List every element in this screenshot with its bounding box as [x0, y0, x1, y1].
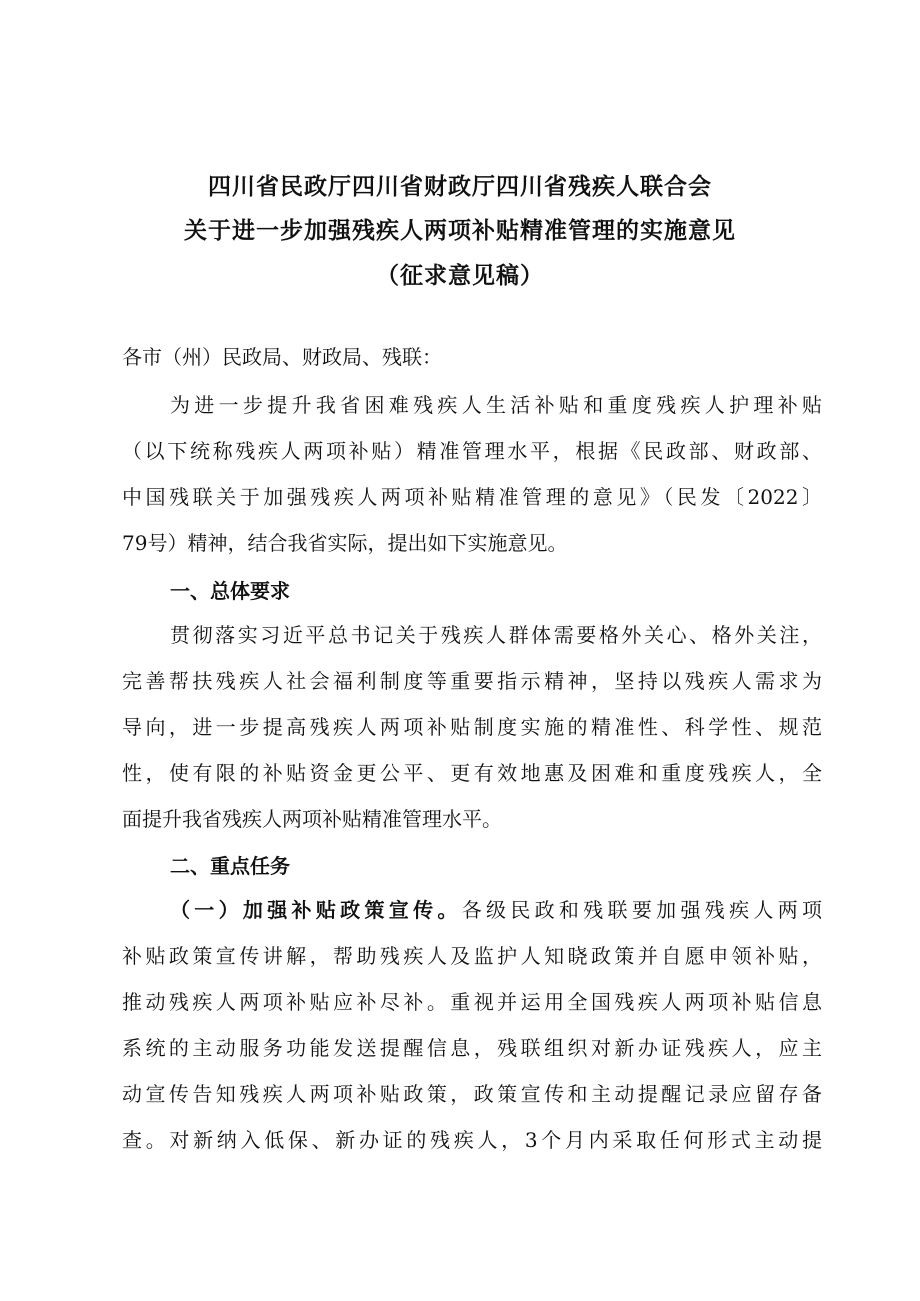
section1-line: 完善帮扶残疾人社会福利制度等重要指示精神，坚持以残疾人需求为 [122, 669, 822, 693]
item1-line: 推动残疾人两项补贴应补尽补。重视并运用全国残疾人两项补贴信息 [122, 990, 822, 1014]
section1-line: 导向，进一步提高残疾人两项补贴制度实施的精准性、科学性、规范 [122, 715, 822, 739]
title-line-2: 关于进一步加强残疾人两项补贴精准管理的实施意见 [184, 218, 736, 244]
item1-line: 系统的主动服务功能发送提醒信息，残联组织对新办证残疾人，应主 [122, 1036, 822, 1060]
title-line-3: （征求意见稿） [376, 263, 544, 289]
intro-line: 为进一步提升我省困难残疾人生活补贴和重度残疾人护理补贴 [170, 393, 822, 417]
item1-line: 动宣传告知残疾人两项补贴政策，政策宣传和主动提醒记录应留存备 [122, 1082, 822, 1106]
salutation: 各市（州）民政局、财政局、残联： [122, 345, 442, 369]
intro-line: 79号）精神，结合我省实际，提出如下实施意见。 [122, 531, 568, 555]
section1-line: 面提升我省残疾人两项补贴精准管理水平。 [122, 807, 502, 831]
item1-first-rest: 各级民政和残联要加强残疾人两项 [461, 898, 823, 922]
title-line-1: 四川省民政厅四川省财政厅四川省残疾人联合会 [208, 174, 712, 200]
section-heading-tasks: 二、重点任务 [170, 854, 290, 878]
item1-line: 补贴政策宣传讲解，帮助残疾人及监护人知晓政策并自愿申领补贴， [122, 944, 822, 968]
item1-first-line [170, 895, 822, 925]
section1-line: 性，使有限的补贴资金更公平、更有效地惠及困难和重度残疾人，全 [122, 761, 822, 785]
section1-line: 贯彻落实习近平总书记关于残疾人群体需要格外关心、格外关注， [170, 623, 822, 647]
item1-line: 查。对新纳入低保、新办证的残疾人，3个月内采取任何形式主动提 [122, 1128, 822, 1152]
intro-line: 中国残联关于加强残疾人两项补贴精准管理的意见》（民发〔2022〕 [122, 485, 822, 509]
intro-line: （以下统称残疾人两项补贴）精准管理水平，根据《民政部、财政部、 [122, 439, 822, 463]
item1-title: （一）加强补贴政策宣传。 [170, 898, 462, 922]
section-heading-overall: 一、总体要求 [170, 579, 290, 603]
